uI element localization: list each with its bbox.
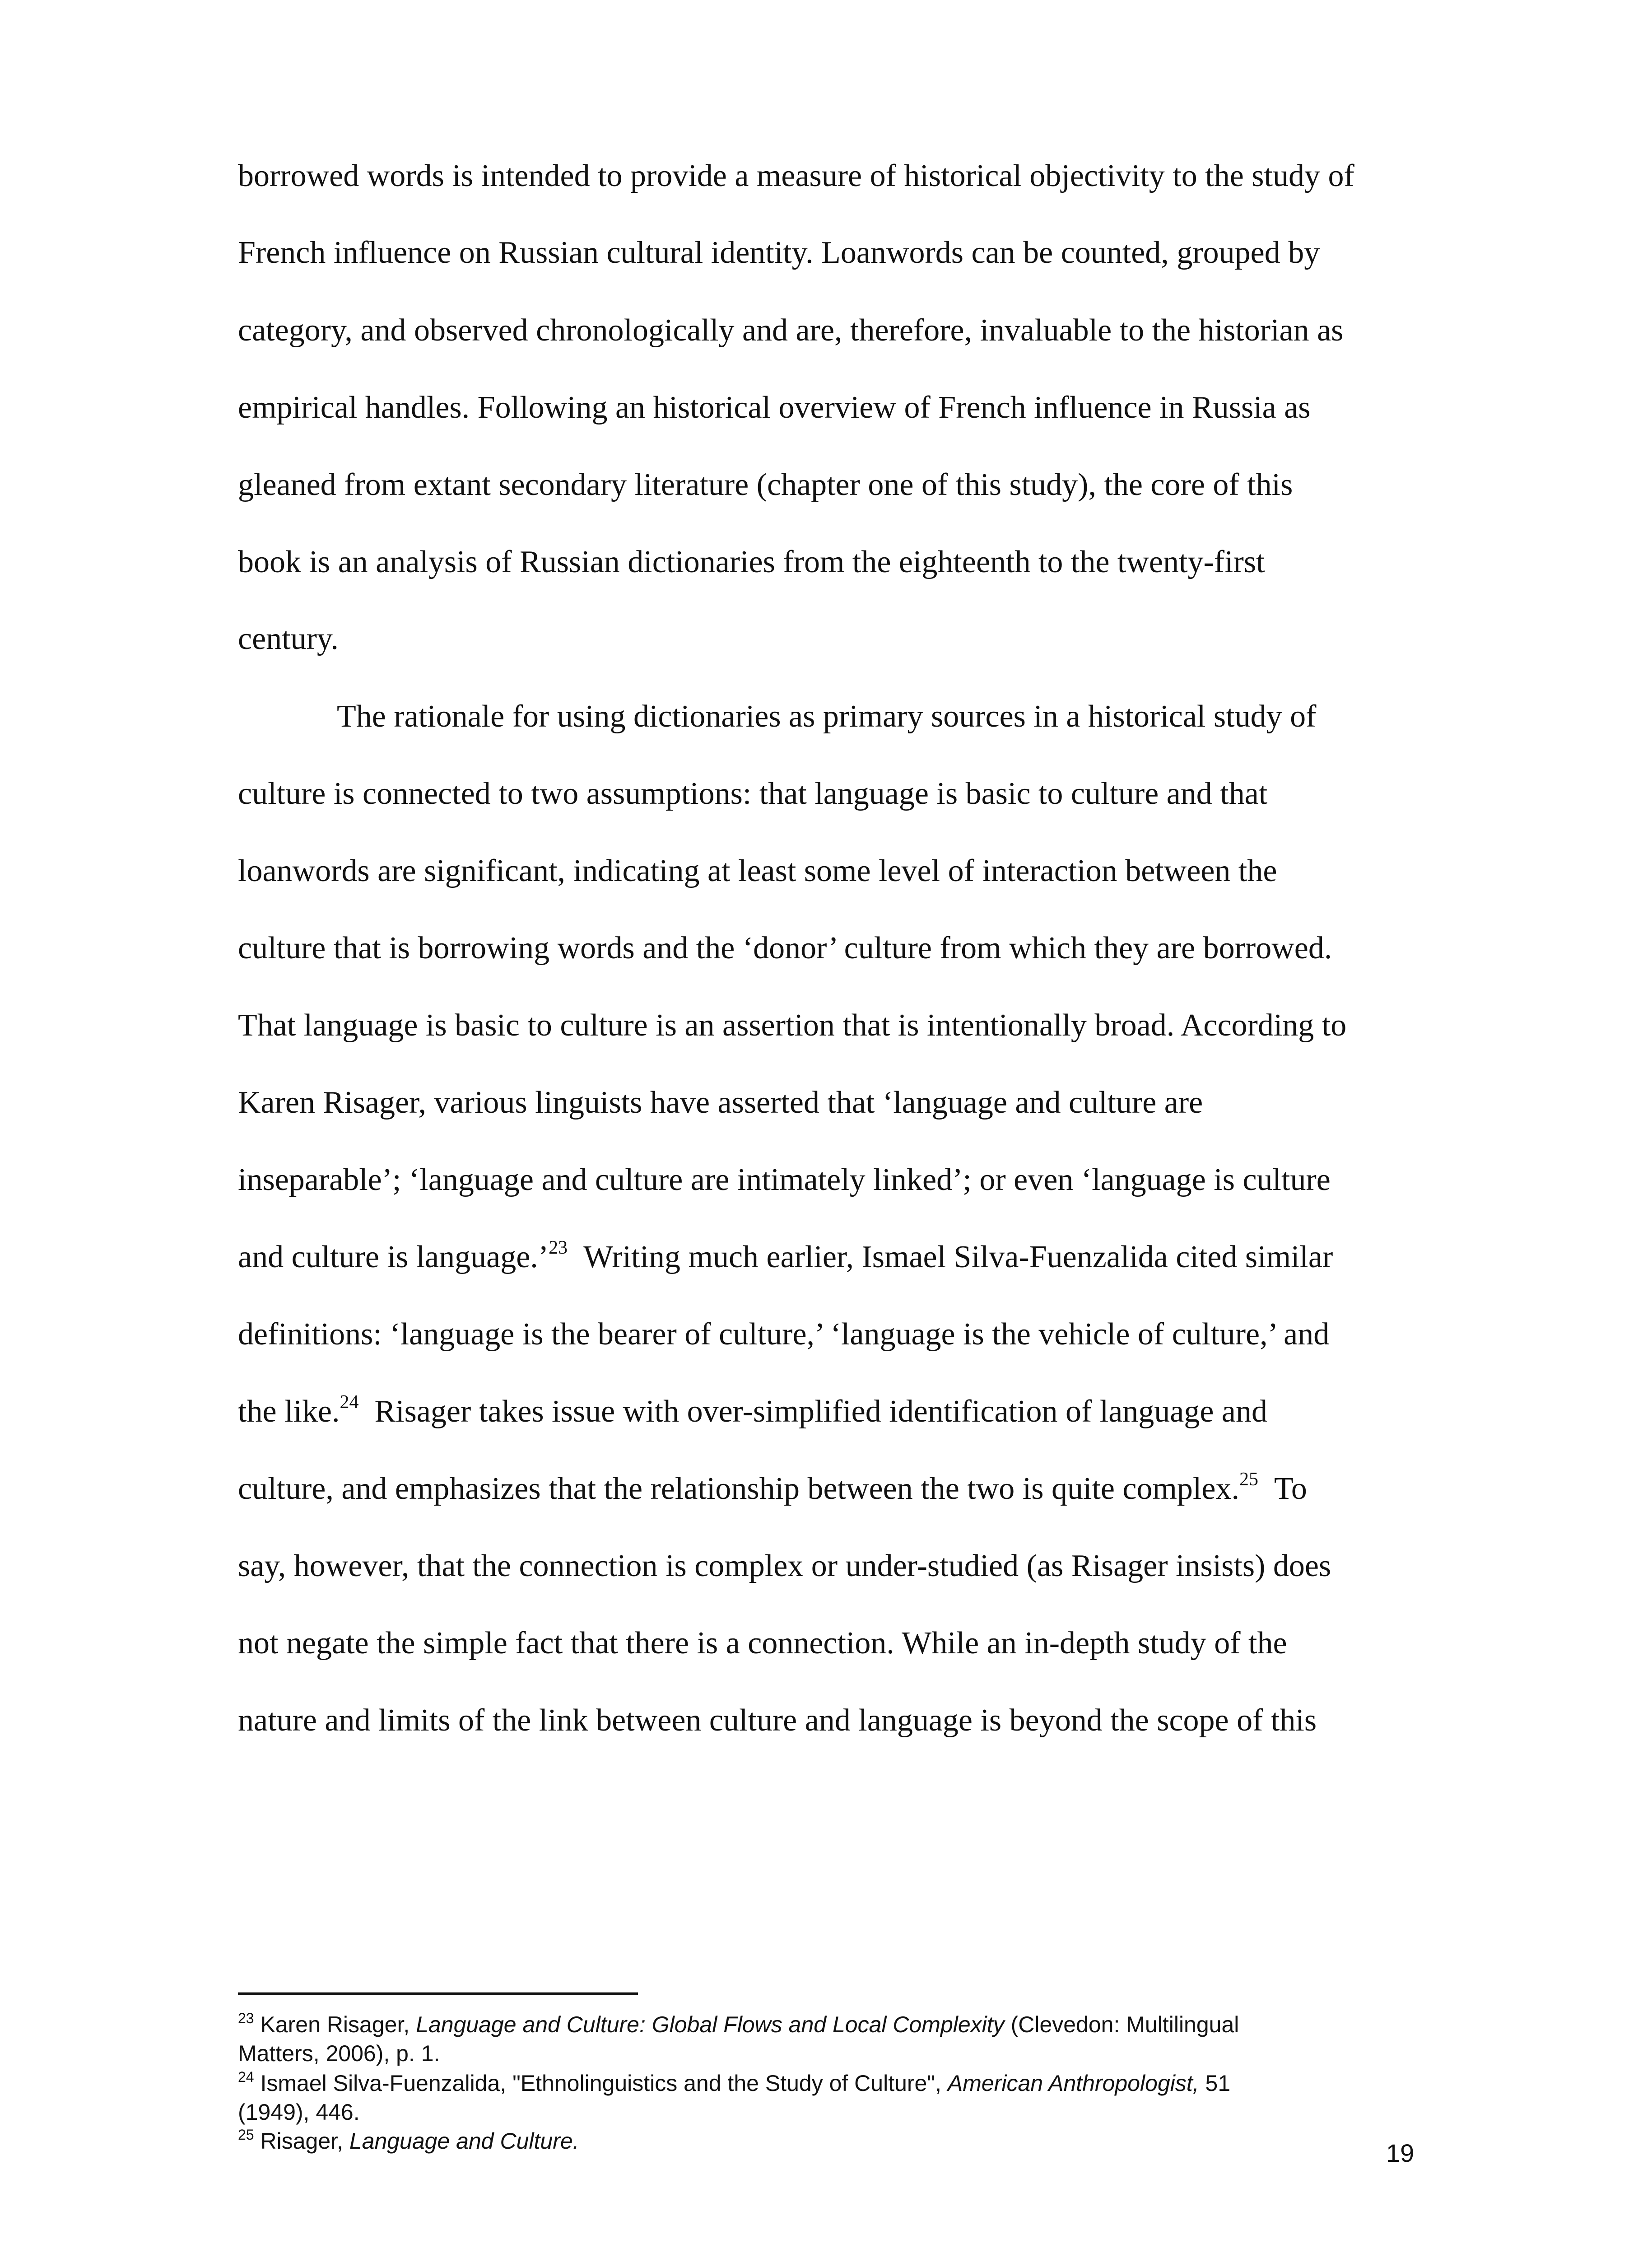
body-line-9: culture is connected to two assumptions: that language is basic to culture and that	[238, 776, 1268, 811]
footnote-title: Language and Culture: Global Flows and Local Complexity	[416, 2012, 1005, 2037]
body-text: and culture is language.’	[238, 1240, 549, 1274]
footnote-ref-25: 25	[1239, 1469, 1258, 1490]
footnote-title: American Anthropologist,	[947, 2071, 1199, 2096]
footnote-title: Language and Culture.	[349, 2128, 579, 2154]
body-text: To	[1274, 1471, 1307, 1506]
body-line-8: The rationale for using dictionaries as primary sources in a historical study of	[337, 699, 1317, 734]
body-line-17	[238, 1392, 1267, 1429]
body-text: culture, and emphasizes that the relationship between the two is quite complex.	[238, 1471, 1239, 1506]
footnote-24-continued: (1949), 446.	[238, 2099, 360, 2125]
body-line-3: category, and observed chronologically and are, therefore, invaluable to the historian as	[238, 313, 1344, 348]
footnote-number: 25	[238, 2127, 254, 2143]
footnote-ref-24: 24	[340, 1392, 359, 1413]
body-text: Risager takes issue with over-simplified identification of language and	[374, 1394, 1267, 1429]
footnote-text: Ismael Silva-Fuenzalida, "Ethnolinguistics and the Study of Culture",	[260, 2071, 948, 2096]
footnote-25	[238, 2127, 579, 2154]
body-line-20: not negate the simple fact that there is a connection. While an in-depth study of the	[238, 1626, 1287, 1661]
body-line-15	[238, 1237, 1333, 1274]
body-line-6: book is an analysis of Russian dictionaries from the eighteenth to the twenty-first	[238, 545, 1265, 579]
body-line-12: That language is basic to culture is an assertion that is intentionally broad. According to	[238, 1008, 1347, 1043]
footnote-number: 24	[238, 2069, 254, 2085]
footnote-text: Risager,	[260, 2128, 349, 2154]
body-line-4: empirical handles. Following an historical overview of French influence in Russia as	[238, 390, 1311, 425]
body-line-7: century.	[238, 621, 339, 656]
footnote-divider	[238, 1992, 638, 1995]
footnote-text: (Clevedon: Multilingual	[1004, 2012, 1239, 2037]
body-text: Writing much earlier, Ismael Silva-Fuenzalida cited similar	[583, 1240, 1333, 1274]
body-line-11: culture that is borrowing words and the ‘donor’ culture from which they are borrowed.	[238, 931, 1332, 966]
body-line-13: Karen Risager, various linguists have asserted that ‘language and culture are	[238, 1085, 1203, 1120]
footnote-24	[238, 2069, 1231, 2096]
footnote-23-continued: Matters, 2006), p. 1.	[238, 2041, 440, 2066]
body-line-18	[238, 1469, 1307, 1506]
page-number: 19	[1386, 2139, 1415, 2167]
footnote-number: 23	[238, 2010, 254, 2026]
body-line-19: say, however, that the connection is complex or under-studied (as Risager insists) does	[238, 1549, 1331, 1583]
body-line-10: loanwords are significant, indicating at least some level of interaction between the	[238, 854, 1277, 888]
body-line-2: French influence on Russian cultural identity. Loanwords can be counted, grouped by	[238, 235, 1320, 270]
footnote-text: 51	[1199, 2071, 1231, 2096]
body-line-14: inseparable’; ‘language and culture are intimately linked’; or even ‘language is culture	[238, 1162, 1331, 1197]
body-line-21: nature and limits of the link between culture and language is beyond the scope of this	[238, 1703, 1317, 1738]
body-line-5: gleaned from extant secondary literature (chapter one of this study), the core of this	[238, 467, 1293, 502]
body-line-1: borrowed words is intended to provide a measure of historical objectivity to the study of	[238, 159, 1354, 193]
body-text: the like.	[238, 1394, 340, 1429]
footnote-23	[238, 2010, 1239, 2037]
footnote-ref-23: 23	[549, 1237, 568, 1258]
footnote-text: Karen Risager,	[260, 2012, 416, 2037]
body-line-16: definitions: ‘language is the bearer of culture,’ ‘language is the vehicle of culture,’ and	[238, 1317, 1330, 1352]
